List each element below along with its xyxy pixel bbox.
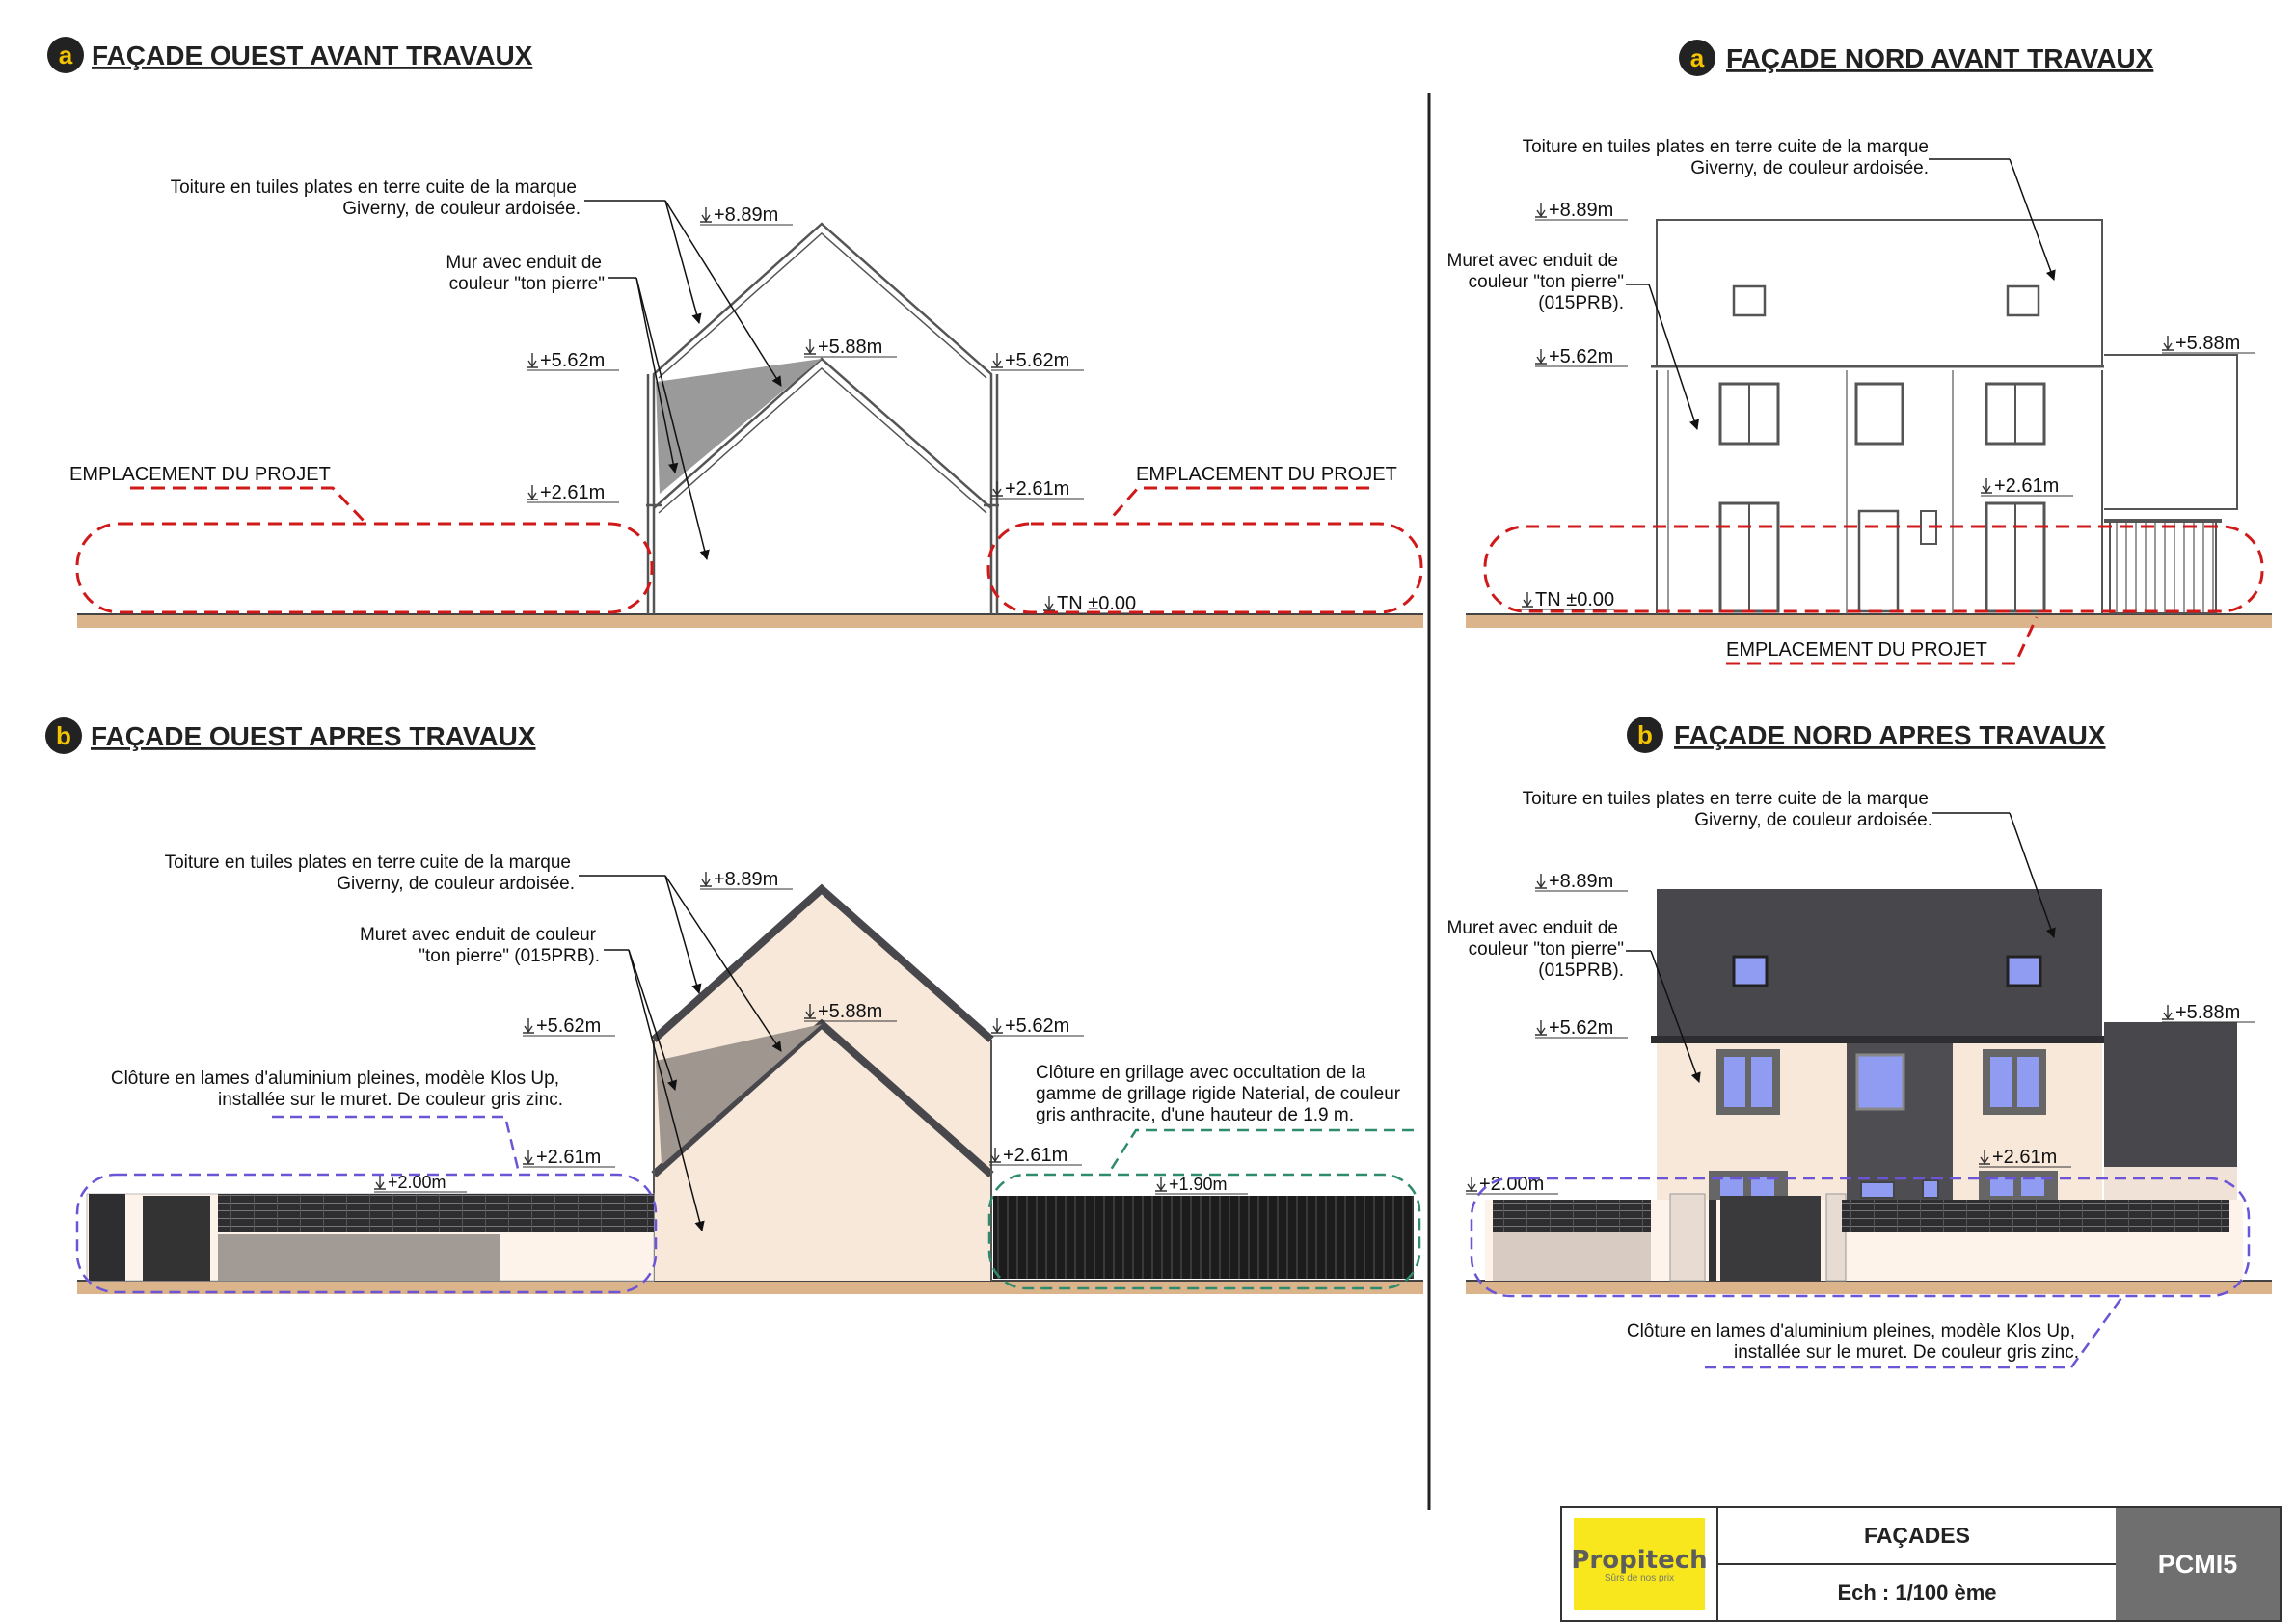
- svg-text:gamme de grillage rigide Nater: gamme de grillage rigide Naterial, de couleur: [1036, 1084, 1401, 1104]
- note-roof-ouest-avant: [171, 177, 581, 219]
- level-arrow-icon: [523, 1150, 534, 1164]
- level-562-left: +5.62m: [536, 1015, 602, 1037]
- level-arrow-icon: [700, 872, 712, 886]
- title-ouest-apres: [45, 717, 536, 754]
- level-arrow-icon: [991, 353, 1003, 367]
- title-block: [1560, 1506, 2282, 1622]
- note-fence-ouest-apres: [111, 1068, 563, 1110]
- svg-text:FAÇADE NORD APRES TRAVAUX: FAÇADE NORD APRES TRAVAUX: [1674, 720, 2106, 750]
- title-ouest-avant: [47, 37, 533, 73]
- level-200: +2.00m: [1479, 1174, 1545, 1195]
- level-arrow-icon: [991, 1018, 1003, 1033]
- level-261-right: +2.61m: [1005, 478, 1070, 500]
- muret-grey: [218, 1234, 500, 1281]
- svg-text:b: b: [56, 721, 71, 750]
- logo-cell: [1562, 1508, 1718, 1620]
- ground-strip: [77, 614, 1423, 628]
- svg-text:Toiture en tuiles plates en te: Toiture en tuiles plates en terre cuite de la marque: [1522, 789, 1929, 809]
- panel-nord-apres: [1447, 717, 2272, 1367]
- gate: [1720, 1196, 1821, 1281]
- neighbour-roof-shadow: [656, 359, 822, 494]
- level-200: +2.00m: [388, 1173, 446, 1192]
- level-562: +5.62m: [1549, 346, 1614, 367]
- gate-pillar: [89, 1194, 125, 1281]
- level-588: +5.88m: [818, 337, 883, 358]
- svg-text:Clôture en lames d'aluminium p: Clôture en lames d'aluminium pleines, modèle Klos Up,: [1626, 1321, 2075, 1341]
- level-261-left: +2.61m: [540, 482, 606, 503]
- svg-text:Toiture en tuiles plates en te: Toiture en tuiles plates en terre cuite de la marque: [1522, 137, 1929, 157]
- level-889: +8.89m: [1549, 200, 1614, 221]
- svg-text:FAÇADE OUEST AVANT TRAVAUX: FAÇADE OUEST AVANT TRAVAUX: [92, 41, 533, 70]
- note-wall-nord-avant: [1447, 251, 1624, 313]
- ground-strip: [1466, 1281, 2272, 1294]
- level-arrow-icon: [1466, 1177, 1477, 1191]
- level-arrow-icon: [1043, 596, 1055, 610]
- svg-text:FAÇADE OUEST APRES TRAVAUX: FAÇADE OUEST APRES TRAVAUX: [91, 721, 536, 751]
- note-mesh-ouest-apres: [1036, 1063, 1401, 1125]
- level-tn: TN ±0.00: [1535, 589, 1615, 610]
- svg-text:"ton pierre" (015PRB).: "ton pierre" (015PRB).: [419, 946, 600, 966]
- level-arrow-icon: [1535, 349, 1547, 364]
- svg-text:(015PRB).: (015PRB).: [1538, 293, 1624, 313]
- level-889: +8.89m: [714, 869, 779, 890]
- ground-strip: [77, 1281, 1423, 1294]
- level-arrow-icon: [527, 353, 538, 367]
- note-fence-nord-apres: [1627, 1321, 2079, 1363]
- level-arrow-icon: [2162, 336, 2174, 350]
- note-roof-ouest-apres: [165, 852, 575, 894]
- svg-text:Giverny, de couleur ardoisée.: Giverny, de couleur ardoisée.: [337, 874, 575, 894]
- level-markers-ouest-avant: [527, 204, 1136, 614]
- level-arrow-icon: [374, 1175, 386, 1189]
- svg-text:b: b: [1637, 720, 1653, 749]
- svg-text:couleur "ton pierre": couleur "ton pierre": [1468, 272, 1624, 292]
- emplacement-label: EMPLACEMENT DU PROJET: [1726, 639, 1987, 661]
- level-arrow-icon: [1522, 592, 1533, 607]
- level-190: +1.90m: [1169, 1175, 1228, 1194]
- panel-ouest-avant: [47, 37, 1423, 628]
- svg-text:Clôture en grillage avec occul: Clôture en grillage avec occultation de la: [1036, 1063, 1366, 1083]
- level-arrow-icon: [700, 207, 712, 222]
- garage-roof: [2104, 1022, 2237, 1167]
- level-889: +8.89m: [1549, 871, 1614, 892]
- skylight-left: [1734, 957, 1767, 986]
- svg-text:installée sur le muret. De cou: installée sur le muret. De couleur gris zinc.: [218, 1090, 563, 1110]
- level-588: +5.88m: [818, 1001, 883, 1022]
- level-arrow-icon: [1535, 874, 1547, 888]
- svg-text:Clôture en lames d'aluminium p: Clôture en lames d'aluminium pleines, modèle Klos Up,: [110, 1068, 559, 1089]
- svg-text:a: a: [1689, 43, 1705, 72]
- sheet-scale: Ech : 1/100 ème: [1837, 1580, 1997, 1605]
- naterial-mesh-fence: [993, 1196, 1414, 1279]
- svg-text:(015PRB).: (015PRB).: [1538, 960, 1624, 981]
- window-entry: [1857, 1055, 1904, 1109]
- klosup-fence: [218, 1194, 654, 1232]
- sheet-code: PCMI5: [2116, 1508, 2280, 1620]
- propitech-logo: Propitech Sûrs de nos prix: [1574, 1518, 1705, 1610]
- skylight-right: [2008, 957, 2040, 986]
- svg-text:Muret avec enduit de couleur: Muret avec enduit de couleur: [359, 925, 596, 945]
- svg-text:gris anthracite, d'une hauteur: gris anthracite, d'une hauteur de 1.9 m.: [1036, 1105, 1354, 1125]
- svg-text:Toiture en tuiles plates en te: Toiture en tuiles plates en terre cuite de la marque: [170, 177, 577, 198]
- svg-text:Toiture en tuiles plates en te: Toiture en tuiles plates en terre cuite de la marque: [164, 852, 571, 873]
- level-arrow-icon: [2162, 1005, 2174, 1019]
- svg-text:Muret avec enduit de: Muret avec enduit de: [1446, 251, 1618, 271]
- level-588: +5.88m: [2175, 333, 2241, 354]
- panel-ouest-apres: [45, 717, 1423, 1294]
- svg-text:FAÇADE NORD AVANT TRAVAUX: FAÇADE NORD AVANT TRAVAUX: [1726, 43, 2154, 73]
- svg-text:Giverny, de couleur ardoisée.: Giverny, de couleur ardoisée.: [1694, 810, 1932, 830]
- emplacement-label-left: EMPLACEMENT DU PROJET: [69, 464, 331, 485]
- note-roof-nord-avant: [1523, 137, 1929, 178]
- svg-text:a: a: [58, 41, 73, 69]
- level-arrow-icon: [1981, 478, 1992, 493]
- level-562-right: +5.62m: [1005, 350, 1070, 371]
- level-arrow-icon: [1535, 203, 1547, 217]
- svg-text:Mur avec enduit de: Mur avec enduit de: [446, 253, 602, 273]
- level-889: +8.89m: [714, 204, 779, 226]
- svg-text:Giverny, de couleur ardoisée.: Giverny, de couleur ardoisée.: [1690, 158, 1929, 178]
- level-562-left: +5.62m: [540, 350, 606, 371]
- title-block-center: [1718, 1508, 2116, 1620]
- panel-nord-avant: [1447, 40, 2272, 663]
- gate: [143, 1196, 210, 1281]
- level-arrow-icon: [991, 481, 1003, 496]
- level-261-left: +2.61m: [536, 1147, 602, 1168]
- level-arrow-icon: [1535, 1020, 1547, 1035]
- svg-text:Muret avec enduit de: Muret avec enduit de: [1446, 918, 1618, 938]
- level-261-right: +2.61m: [1003, 1145, 1068, 1166]
- level-arrow-icon: [1155, 1177, 1167, 1191]
- level-562-right: +5.62m: [1005, 1015, 1070, 1037]
- level-arrow-icon: [527, 485, 538, 500]
- level-261: +2.61m: [1992, 1147, 2058, 1168]
- svg-text:installée sur le muret. De cou: installée sur le muret. De couleur gris zinc.: [1734, 1342, 2079, 1363]
- emplacement-zone-left: [77, 524, 652, 612]
- title-nord-avant: [1679, 40, 2154, 76]
- note-wall-nord-apres: [1447, 918, 1624, 981]
- note-wall-ouest-avant: [446, 253, 605, 294]
- svg-text:couleur "ton pierre": couleur "ton pierre": [1468, 939, 1624, 960]
- sheet-title: FAÇADES: [1718, 1508, 2116, 1565]
- note-wall-ouest-apres: [360, 925, 600, 966]
- emplacement-label-right: EMPLACEMENT DU PROJET: [1136, 464, 1397, 485]
- level-arrow-icon: [523, 1018, 534, 1033]
- house-outline-nord-avant: [1651, 220, 2237, 614]
- title-nord-apres: [1627, 717, 2106, 753]
- level-arrow-icon: [804, 339, 816, 354]
- emplacement-zone-right: [988, 524, 1421, 612]
- svg-text:couleur "ton pierre": couleur "ton pierre": [448, 274, 605, 294]
- klosup-fence: [1842, 1200, 2229, 1232]
- level-tn: TN ±0.00: [1057, 593, 1137, 614]
- svg-text:Giverny, de couleur ardoisée.: Giverny, de couleur ardoisée.: [342, 199, 581, 219]
- level-588: +5.88m: [2175, 1002, 2241, 1023]
- note-roof-nord-apres: [1523, 789, 1932, 830]
- level-261: +2.61m: [1994, 475, 2060, 497]
- level-562: +5.62m: [1549, 1017, 1614, 1039]
- ground-strip: [1466, 614, 2272, 628]
